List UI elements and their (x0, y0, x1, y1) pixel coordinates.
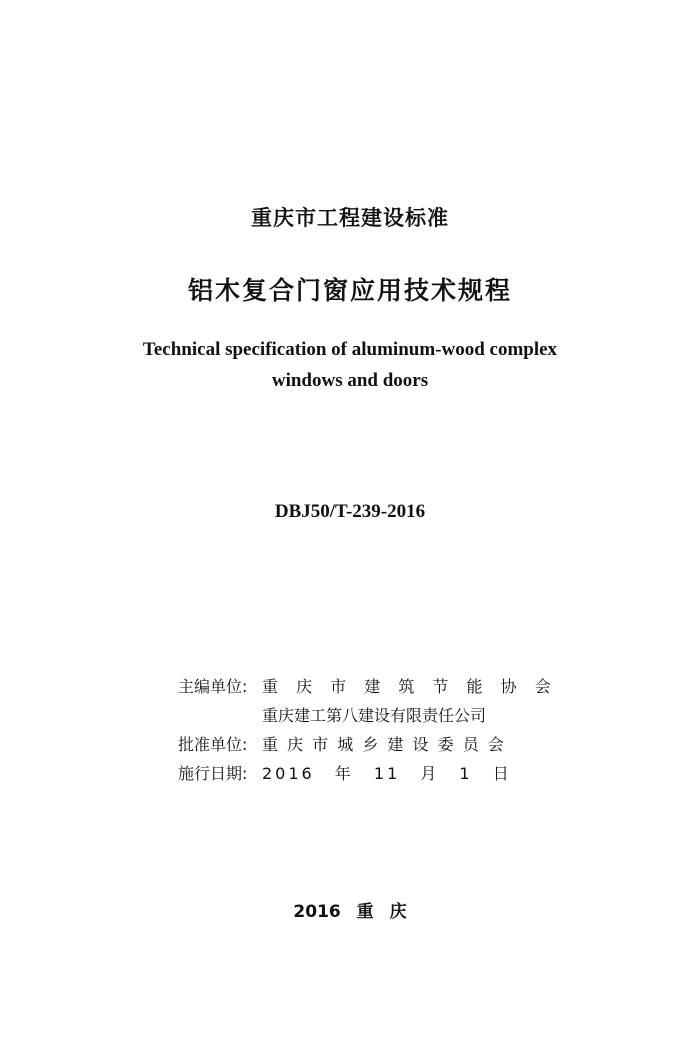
title-chinese: 铝木复合门窗应用技术规程 (187, 276, 512, 305)
chief-editor-value-1: 重 庆 市 建 筑 节 能 协 会 (262, 677, 555, 696)
footer-year-place: 2016 重 庆 (293, 902, 407, 922)
chief-editor-value-2: 重庆建工第八建设有限责任公司 (262, 706, 487, 725)
effective-date-value: 2016 年 11 月 1 日 (262, 764, 512, 783)
publication-info (178, 672, 555, 788)
standard-code: DBJ50/T-239-2016 (274, 501, 426, 522)
title-english-line-1: Technical specification of aluminum-wood complex (142, 339, 558, 360)
chief-editor-row (178, 672, 555, 701)
approval-label: 批准单位: (178, 735, 248, 754)
title-english-line-2: windows and doors (271, 370, 429, 391)
chief-editor-label: 主编单位: (178, 677, 248, 696)
approval-row (178, 730, 555, 759)
chief-editor-row-2 (178, 701, 555, 730)
approval-value: 重 庆 市 城 乡 建 设 委 员 会 (262, 735, 505, 754)
series-title: 重庆市工程建设标准 (251, 206, 449, 230)
effective-date-label: 施行日期: (178, 764, 248, 783)
effective-date-row (178, 759, 555, 788)
